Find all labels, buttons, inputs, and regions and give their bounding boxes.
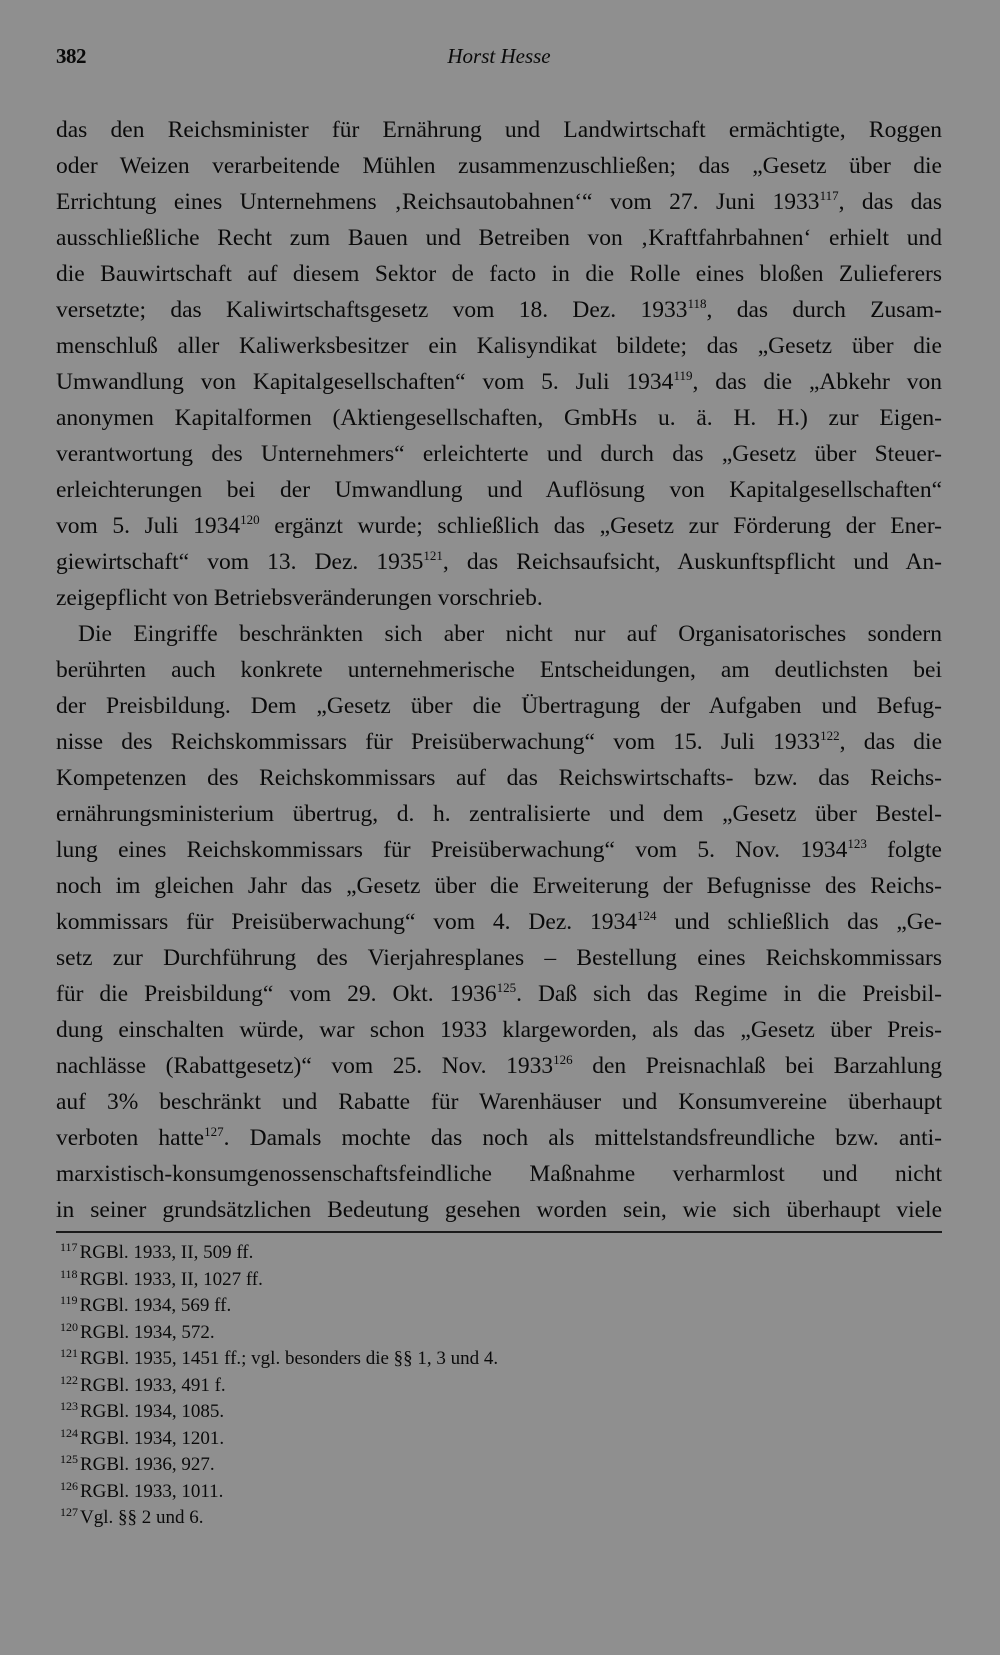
line-text-after-marker: , das das [838,189,942,215]
footnote-marker: 122 [820,728,840,743]
line-text: noch im gleichen Jahr das „Gesetz über die Erweiterung der Befugnisse des Reichs- [56,873,942,899]
footnote-marker: 121 [423,548,443,563]
footnote-text: RGBl. 1933, 491 f. [80,1374,226,1396]
footnote-marker: 120 [240,512,260,527]
text-line [56,148,942,184]
text-line [56,724,942,760]
footnote [60,1399,760,1426]
line-text: ausschließliche Recht zum Bauen und Betreiben von ‚Kraftfahrbahnen‘ erhielt und [56,225,942,251]
footnote-marker: 118 [687,296,707,311]
line-text: Umwandlung von Kapitalgesellschaften“ vom 5. Juli 1934 [56,369,674,395]
line-text: die Bauwirtschaft auf diesem Sektor de facto in die Rolle eines bloßen Zulieferers [56,261,942,287]
line-text: verboten hatte [56,1125,205,1151]
line-text: in seiner grundsätzlichen Bedeutung gesehen worden sein, wie sich überhaupt viele [56,1197,942,1223]
text-line [56,1192,942,1228]
footnote-marker: 124 [637,908,657,923]
text-line [56,688,942,724]
footnote-text: RGBl. 1934, 1201. [80,1427,225,1449]
text-line [56,940,942,976]
footnote [60,1267,760,1294]
line-text: setz zur Durchführung des Vierjahresplanes – Bestellung eines Reichskommissars [56,945,942,971]
footnote [60,1505,760,1532]
line-text: nisse des Reichskommissars für Preisüberwachung“ vom 15. Juli 1933 [56,729,821,755]
footnote-text: RGBl. 1934, 572. [80,1321,215,1343]
text-line [56,580,942,616]
text-line [56,508,942,544]
text-line [56,652,942,688]
line-text: versetzte; das Kaliwirtschaftsgesetz vom 18. Dez. 1933 [56,297,688,323]
line-text: anonymen Kapitalformen (Aktiengesellschaften, GmbHs u. ä. H. H.) zur Eigen- [56,405,942,431]
footnote-marker: 125 [496,980,517,995]
footnote-number: 119 [60,1293,78,1307]
text-line [56,112,942,148]
text-line [56,328,942,364]
line-text-after-marker: , das die „Abkehr von [692,369,942,395]
text-line [56,1012,942,1048]
line-text-after-marker: folgte [866,837,942,863]
line-text-after-marker: ergänzt wurde; schließlich das „Gesetz zur Förderung der Ener- [259,513,943,539]
footnote-marker: 117 [819,188,839,203]
line-text-after-marker: den Preisnachlaß bei Barzahlung [572,1053,943,1079]
text-line [56,760,942,796]
footnote [60,1479,760,1506]
footnote [60,1293,760,1320]
text-line [56,976,942,1012]
text-line [56,544,942,580]
line-text-after-marker: , das die [839,729,943,755]
footnote-number: 118 [60,1266,78,1281]
line-text: marxistisch-konsumgenossenschaftsfeindliche Maßnahme verharmlost und nicht [56,1161,942,1187]
line-text: auf 3% beschränkt und Rabatte für Warenhäuser und Konsumvereine überhaupt [56,1089,942,1115]
text-line [56,436,942,472]
footnote-number: 125 [60,1452,78,1466]
text-line [56,832,942,868]
footnote-text: RGBl. 1935, 1451 ff.; vgl. besonders die §§ 1, 3 und 4. [80,1348,499,1369]
line-text: berührten auch konkrete unternehmerische Entscheidungen, am deutlichsten bei [56,657,942,683]
line-text: lung eines Reichskommissars für Preisüberwachung“ vom 5. Nov. 1934 [56,837,848,863]
footnote-number: 117 [60,1240,78,1254]
text-line [56,292,942,328]
text-line [56,1120,942,1156]
running-head: Horst Hesse [447,44,551,68]
footnote-divider [56,1231,942,1233]
line-text: nachlässe (Rabattgesetz)“ vom 25. Nov. 1933 [56,1053,554,1079]
page-number: 382 [56,44,86,68]
footnote [60,1426,760,1453]
line-text-after-marker: , das Reichsaufsicht, Auskunftspflicht und An- [442,549,942,575]
line-text-after-marker: und schließlich das „Ge- [656,909,942,935]
footnote [60,1346,760,1373]
line-text: das den Reichsminister für Ernährung und Landwirtschaft ermächtigte, Roggen [56,117,942,143]
line-text-after-marker: . Damals mochte das noch als mittelstandsfreundliche bzw. anti- [223,1125,942,1151]
footnote [60,1240,760,1267]
footnote-text: RGBl. 1933, 1011. [80,1480,224,1502]
line-text: erleichterungen bei der Umwandlung und Auflösung von Kapitalgesellschaften“ [56,477,942,503]
text-line [56,1084,942,1120]
text-line [56,220,942,256]
line-text: vom 5. Juli 1934 [56,513,241,539]
line-text: giewirtschaft“ vom 13. Dez. 1935 [56,549,424,575]
footnote-marker: 119 [673,368,693,383]
line-text-after-marker: , das durch Zusam- [706,297,942,323]
line-text: verantwortung des Unternehmers“ erleichterte und durch das „Gesetz über Steuer- [56,441,942,467]
footnote-number: 122 [60,1372,78,1387]
line-text: dung einschalten würde, war schon 1933 klargeworden, als das „Gesetz über Preis- [56,1017,942,1043]
text-line [56,796,942,832]
footnotes [60,1240,760,1532]
footnote-number: 126 [60,1478,78,1493]
line-text-after-marker: . Daß sich das Regime in die Preisbil- [516,981,942,1007]
text-line [56,364,942,400]
line-text: zeigepflicht von Betriebsveränderungen vorschrieb. [56,585,543,611]
body-text [56,112,942,1228]
line-text: kommissars für Preisüberwachung“ vom 4. Dez. 1934 [56,909,637,935]
line-text: der Preisbildung. Dem „Gesetz über die Übertragung der Aufgaben und Befug- [56,693,942,719]
line-text: Kompetenzen des Reichskommissars auf das Reichswirtschafts- bzw. das Reichs- [56,765,942,791]
text-line [56,904,942,940]
footnote-marker: 123 [847,836,867,851]
text-line [56,400,942,436]
footnote-text: RGBl. 1934, 1085. [80,1401,225,1422]
footnote-number: 127 [60,1505,78,1519]
text-line [56,616,942,652]
footnote-marker: 127 [204,1124,224,1139]
footnote [60,1373,760,1400]
footnote-text: RGBl. 1934, 569 ff. [79,1295,232,1316]
footnote-text: Vgl. §§ 2 und 6. [80,1507,204,1528]
text-line [56,1156,942,1192]
footnote-text: RGBl. 1936, 927. [80,1454,215,1475]
footnote-marker: 126 [553,1052,573,1067]
line-text: oder Weizen verarbeitende Mühlen zusammenzuschließen; das „Gesetz über die [56,153,942,179]
footnote-number: 123 [60,1399,78,1413]
line-text: ernährungsministerium übertrug, d. h. zentralisierte und dem „Gesetz über Bestel- [56,801,942,827]
footnote-text: RGBl. 1933, II, 1027 ff. [79,1268,263,1290]
line-text: Errichtung eines Unternehmens ‚Reichsautobahnen‘“ vom 27. Juni 1933 [56,189,820,215]
footnote-text: RGBl. 1933, II, 509 ff. [79,1242,254,1263]
text-line [56,256,942,292]
footnote-number: 121 [60,1346,78,1360]
text-line [56,868,942,904]
footnote-number: 124 [60,1425,78,1440]
footnote-number: 120 [60,1319,78,1334]
text-line [56,1048,942,1084]
line-text: Die Eingriffe beschränkten sich aber nicht nur auf Organisatorisches sondern [78,621,942,647]
line-text: menschluß aller Kaliwerksbesitzer ein Kalisyndikat bildete; das „Gesetz über die [56,333,942,359]
text-line [56,472,942,508]
footnote [60,1320,760,1347]
footnote [60,1452,760,1479]
line-text: für die Preisbildung“ vom 29. Okt. 1936 [56,981,497,1007]
text-line [56,184,942,220]
page-header [56,44,942,76]
